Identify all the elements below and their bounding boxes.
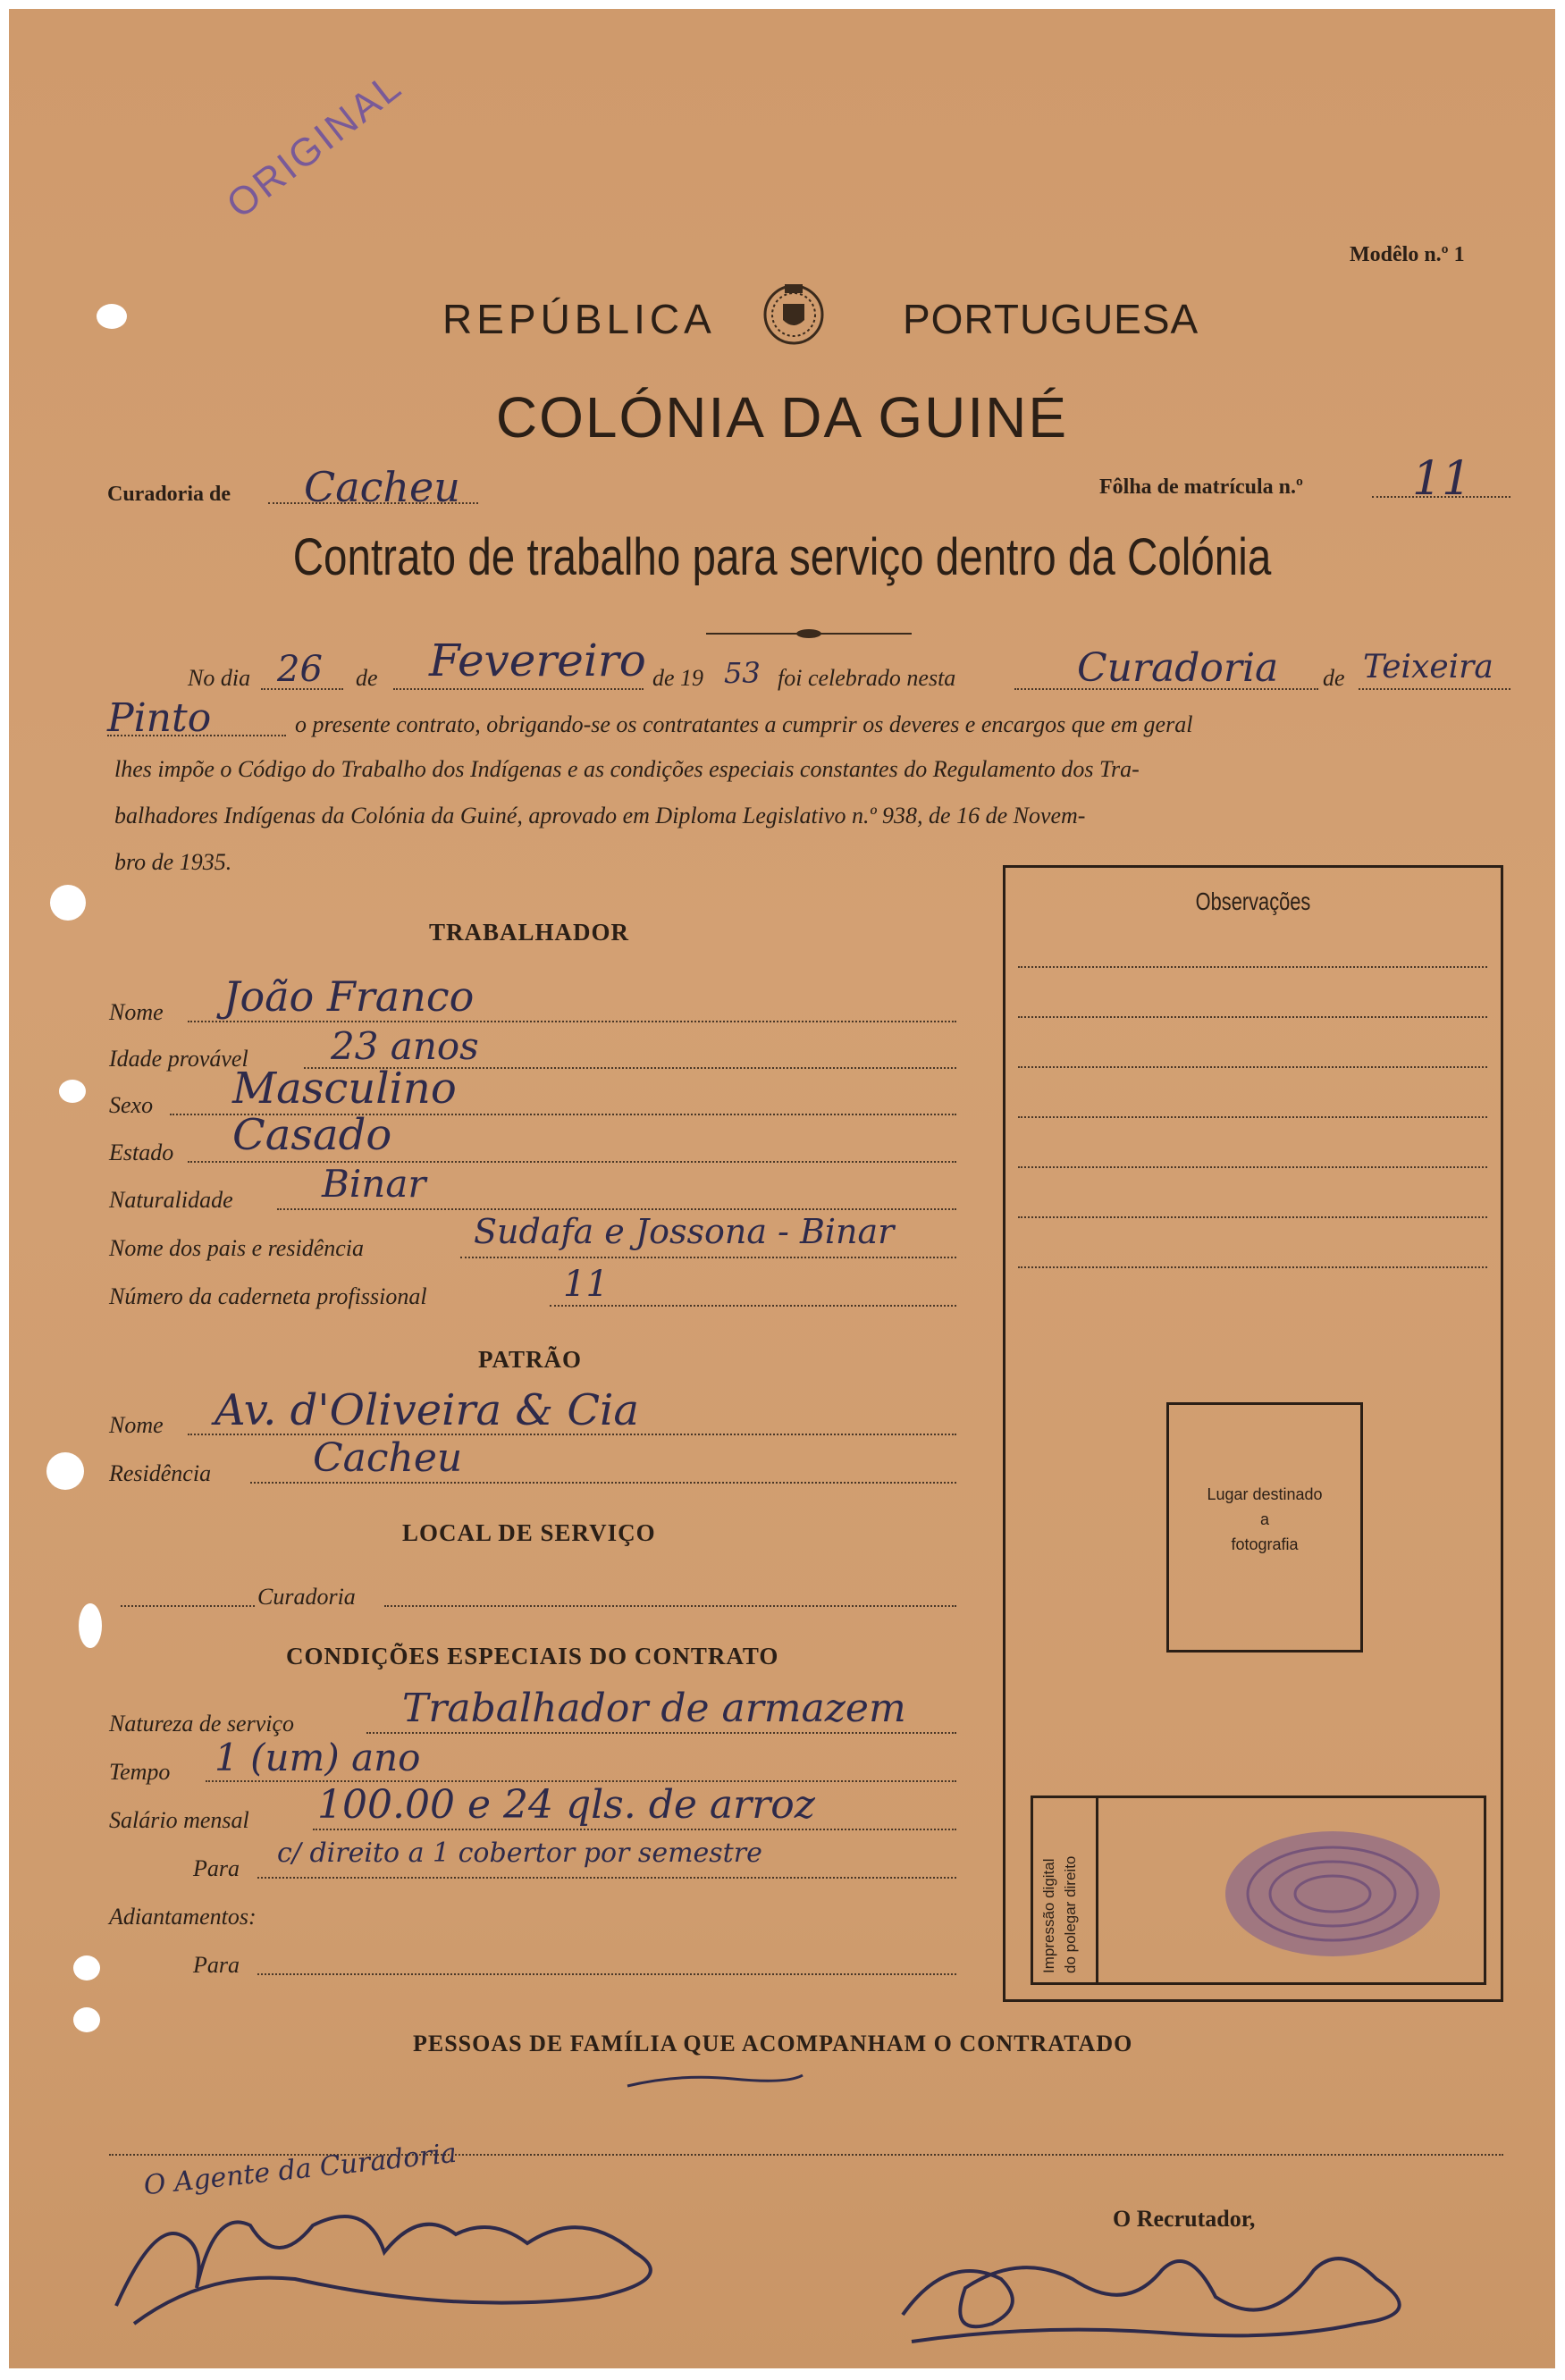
field-value: 11	[563, 1264, 609, 1305]
folha-label: Fôlha de matrícula n.º	[1099, 475, 1303, 499]
field-label: Adiantamentos:	[109, 1904, 257, 1930]
field-label: Natureza de serviço	[109, 1711, 294, 1737]
republic-right: PORTUGUESA	[903, 296, 1199, 342]
field-value: Cacheu	[313, 1435, 463, 1481]
field-label: Naturalidade	[109, 1187, 233, 1213]
field-label: Estado	[109, 1140, 174, 1165]
thumb-label-column	[1033, 1798, 1098, 1982]
punch-hole	[79, 1603, 102, 1648]
colony-title: COLÓNIA DA GUINÉ	[495, 385, 1069, 450]
thumbprint-box	[1031, 1796, 1486, 1985]
punch-hole	[73, 1955, 100, 1981]
punch-hole	[97, 304, 127, 329]
thumb-label: Impressão digital	[1040, 1858, 1057, 1973]
field-label: Sexo	[109, 1092, 154, 1118]
tempo-value: 1 (um) ano	[215, 1736, 421, 1779]
intro-text: de	[356, 665, 378, 691]
punch-hole	[50, 885, 86, 921]
conditions-heading: CONDIÇÕES ESPECIAIS DO CONTRATO	[286, 1643, 779, 1669]
field-value: João Franco	[223, 972, 475, 1021]
field-value: Masculino	[232, 1064, 457, 1114]
intro-text: de	[1323, 665, 1345, 691]
observations-heading: Observações	[1195, 887, 1311, 915]
field-label: Nome	[109, 1412, 164, 1438]
recruiter-label: O Recrutador,	[1113, 2206, 1256, 2232]
intro-text: foi celebrado nesta	[778, 665, 956, 691]
agent-note: O Agente da Curadoria	[142, 2137, 459, 2202]
curadoria-value: Cacheu	[304, 463, 460, 511]
field-label: Tempo	[109, 1759, 171, 1785]
intro-place1: Curadoria	[1077, 645, 1279, 691]
intro-text: balhadores Indígenas da Colónia da Guiné, aprovado em Diploma Legislativo n.º 938, de 16 de Novem-	[114, 803, 1086, 828]
intro-month: Fevereiro	[429, 635, 646, 686]
document-title: Contrato de trabalho para serviço dentro da Colónia	[292, 528, 1272, 586]
intro-place3: Pinto	[107, 695, 212, 741]
local-curadoria-label: Curadoria	[257, 1584, 356, 1610]
intro-text: lhes impõe o Código do Trabalho dos Indígenas e as condições especiais constantes do Regulamento dos Tra-	[114, 756, 1140, 782]
photo-label: Lugar destinado	[1207, 1485, 1323, 1503]
document-sheet	[9, 9, 1555, 2368]
punch-hole	[59, 1080, 86, 1103]
intro-day: 26	[277, 649, 323, 690]
field-value: Casado	[232, 1110, 392, 1160]
republic-left: REPÚBLICA	[442, 296, 716, 342]
local-heading: LOCAL DE SERVIÇO	[402, 1519, 656, 1546]
thumb-label: do polegar direito	[1062, 1855, 1079, 1973]
photo-placeholder	[1166, 1402, 1363, 1653]
family-heading: PESSOAS DE FAMÍLIA QUE ACOMPANHAM O CONTRATADO	[413, 2031, 1133, 2056]
field-label: Salário mensal	[109, 1807, 249, 1833]
field-label: Nome dos pais e residência	[109, 1235, 364, 1261]
field-value: Binar	[322, 1162, 426, 1206]
field-label: Para	[193, 1952, 240, 1978]
thumbprint-icon	[1221, 1827, 1444, 1961]
intro-text: No dia	[188, 665, 251, 691]
para1-value: c/ direito a 1 cobertor por semestre	[277, 1838, 762, 1869]
field-label: Para	[193, 1855, 240, 1881]
field-value: Sudafa e Jossona - Binar	[474, 1212, 895, 1251]
original-stamp: ORIGINAL	[218, 63, 411, 227]
worker-heading: TRABALHADOR	[429, 919, 630, 946]
intro-place2: Teixeira	[1363, 649, 1493, 685]
photo-label: fotografia	[1231, 1535, 1299, 1553]
field-label: Residência	[109, 1460, 212, 1486]
coat-of-arms-icon	[758, 279, 829, 347]
observations-box	[1003, 865, 1503, 2002]
intro-year: 53	[724, 656, 761, 690]
intro-text: o presente contrato, obrigando-se os contratantes a cumprir os deveres e encargos que em geral	[295, 711, 1193, 737]
intro-text: de 19	[652, 665, 704, 691]
natureza-value: Trabalhador de armazem	[402, 1686, 906, 1731]
field-value: Av. d'Oliveira & Cia	[215, 1385, 640, 1435]
field-label: Nome	[109, 999, 164, 1025]
ornament-divider	[706, 627, 912, 640]
salario-value: 100.00 e 24 qls. de arroz	[317, 1782, 815, 1828]
punch-hole	[73, 2007, 100, 2032]
field-label: Idade provável	[109, 1046, 248, 1072]
intro-text: bro de 1935.	[114, 849, 232, 875]
folha-value: 11	[1412, 452, 1472, 506]
field-value: 23 anos	[331, 1024, 479, 1068]
photo-label: a	[1259, 1510, 1269, 1528]
recruiter-signature	[894, 2216, 1466, 2351]
family-squiggle	[626, 2072, 804, 2090]
employer-heading: PATRÃO	[478, 1346, 582, 1373]
field-label: Número da caderneta profissional	[109, 1283, 427, 1309]
punch-hole	[46, 1452, 84, 1490]
curadoria-label: Curadoria de	[107, 483, 231, 506]
model-number: Modêlo n.º 1	[1350, 243, 1465, 266]
agent-signature	[98, 2172, 706, 2333]
